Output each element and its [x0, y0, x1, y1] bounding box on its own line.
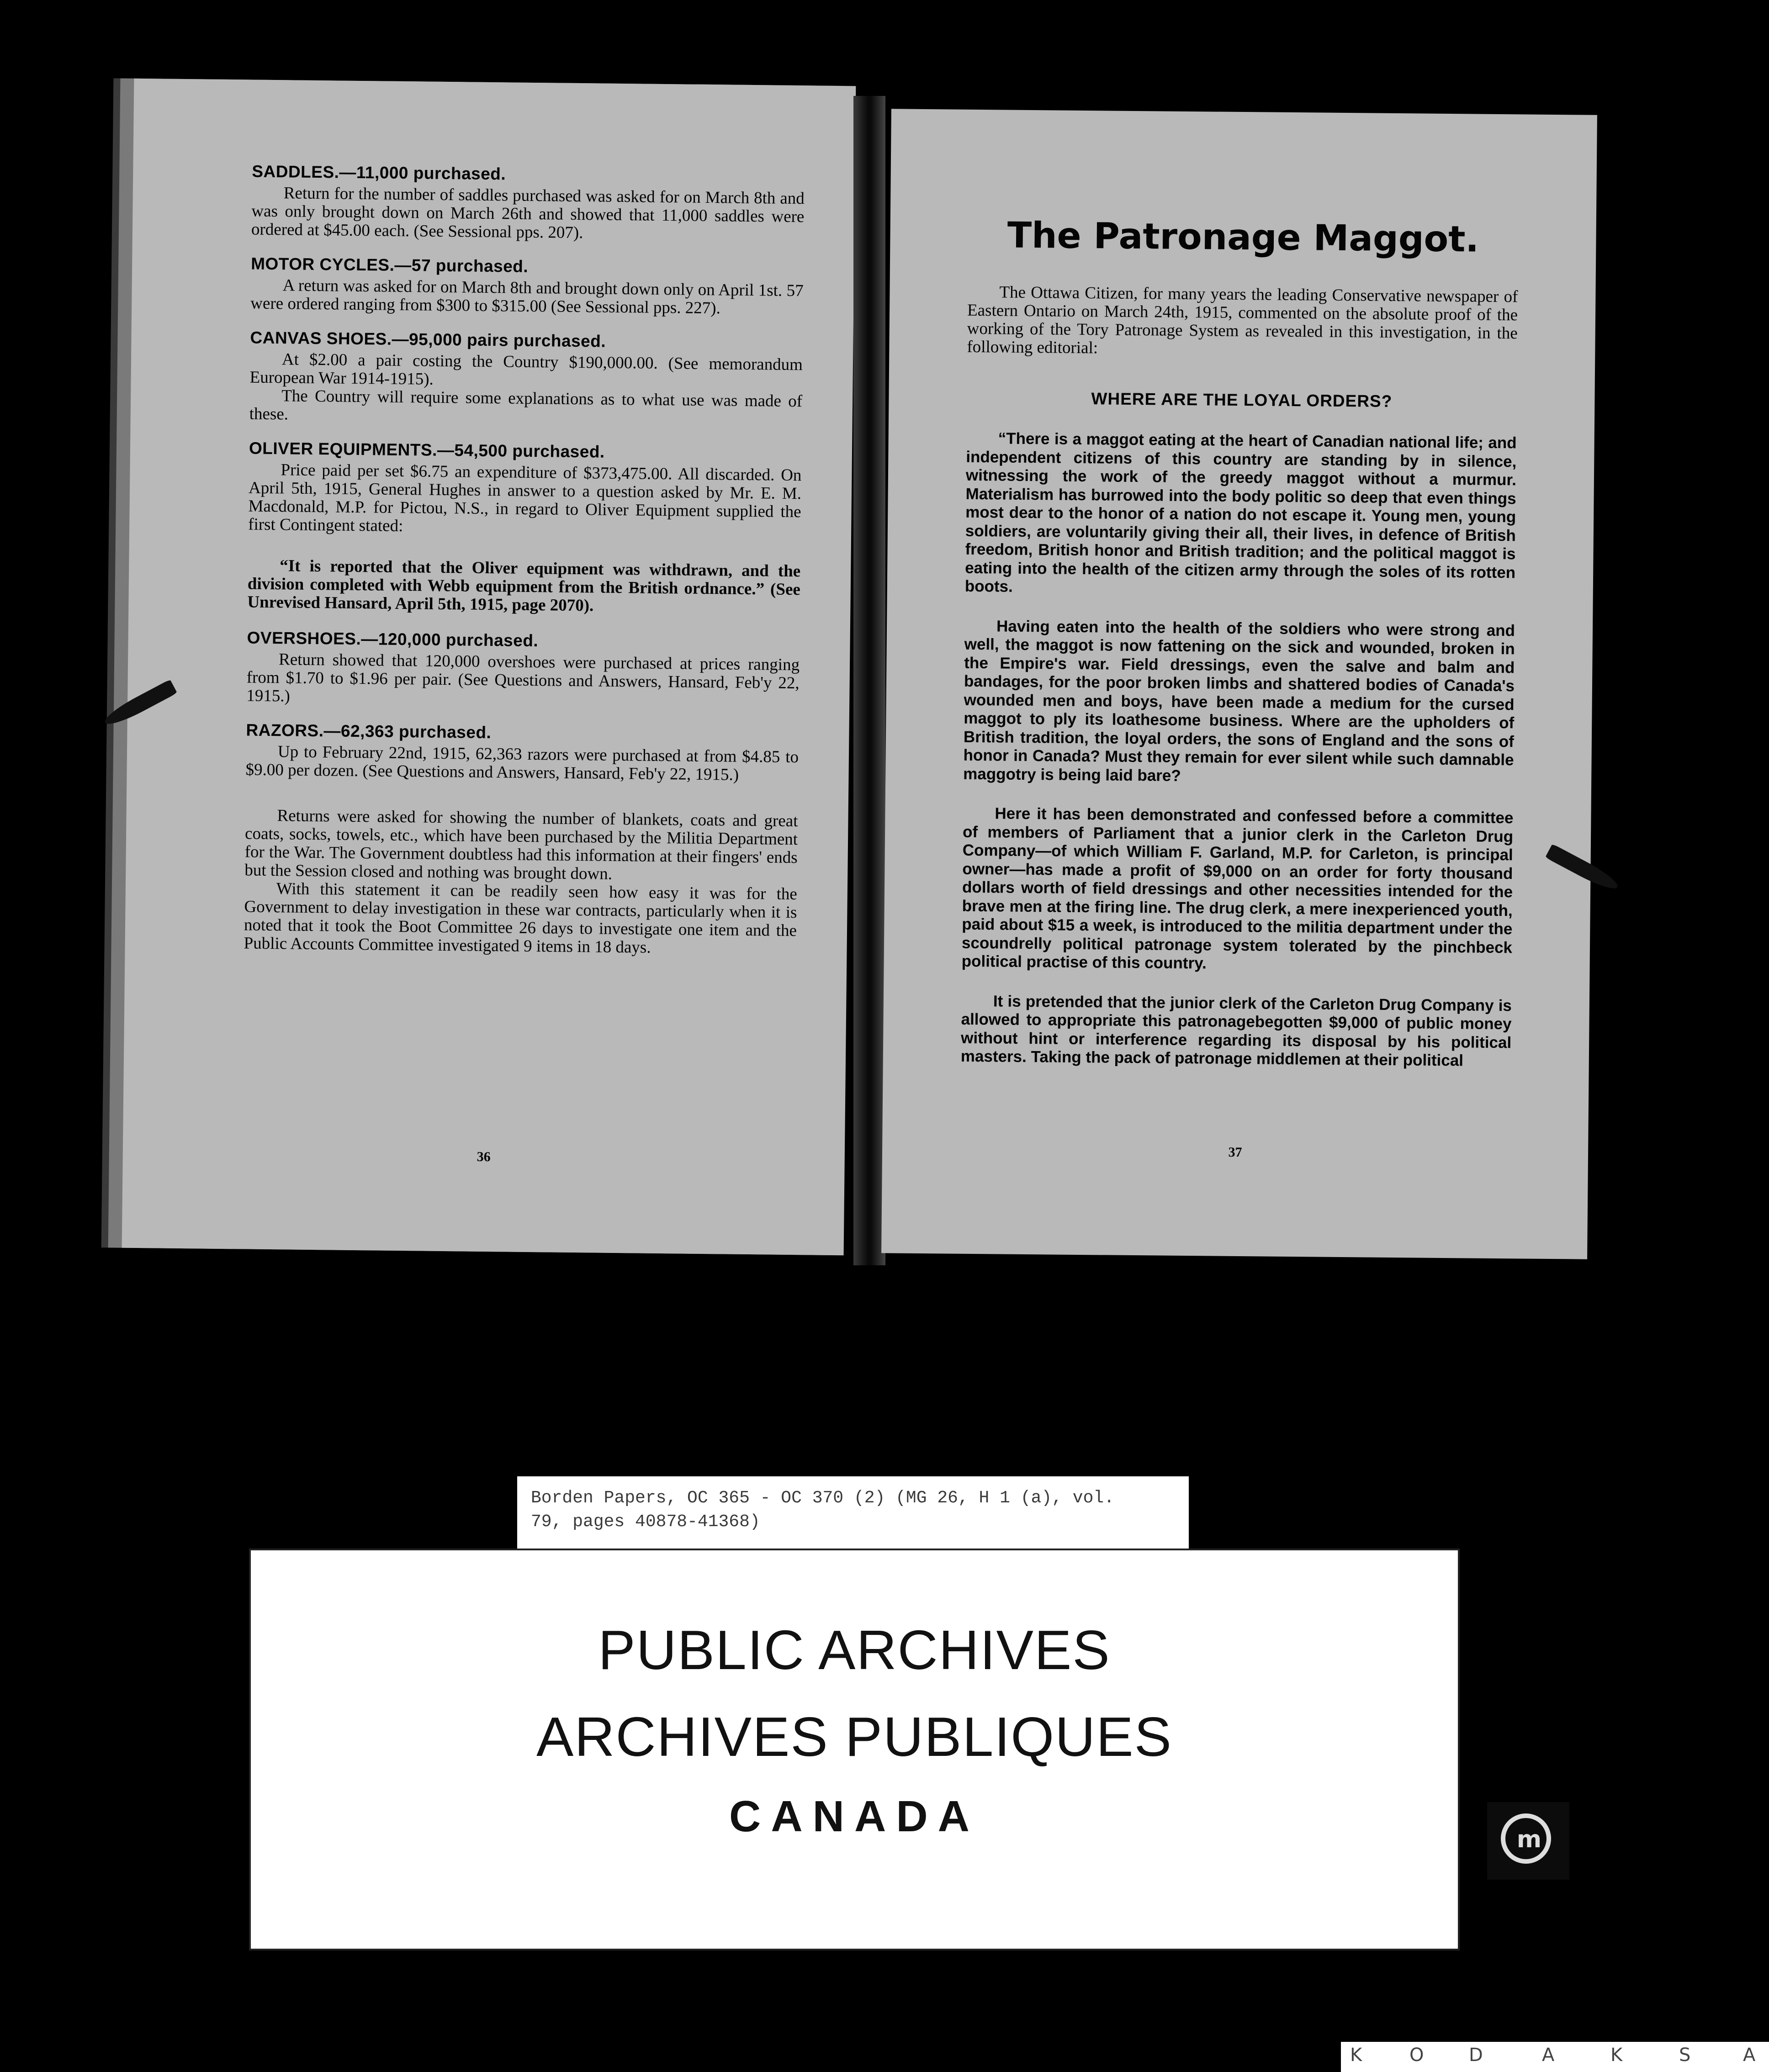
archive-name-en: PUBLIC ARCHIVES — [598, 1619, 1111, 1681]
section-paragraph: Return showed that 120,000 overshoes were purchased at prices ranging from $1.70 to $1.96 per pair. (See Questions and Answers, Hansard, Feb'y 22, 1915.) — [246, 650, 800, 706]
archive-name-fr: ARCHIVES PUBLIQUES — [536, 1706, 1172, 1768]
editorial-paragraph: Having eaten into the health of the soldiers who were strong and well, the maggot is now fattening on the sick and wounded, broken in the Empire's war. Field dressings, even the salve and balm and bandages, for the poor broken limbs and shattered bodies of Canada's wounded men and boys, have been made a medium for the cursed maggot to ply its loathesome business. Where are the upholders of British tradition, the loyal orders, the sons of England and the sons of honor in Canada? Must they remain for ever silent while such damnable maggotry is being laid bare? — [963, 617, 1515, 785]
archive-card — [249, 1549, 1460, 1950]
closing-remarks — [244, 806, 798, 958]
hansard-quote: “It is reported that the Oliver equipment was withdrawn, and the division completed with Webb equipment from the British ordnance.” (See Unrevised Hansard, April 5th, 1915, page 2070). — [247, 556, 801, 615]
page-title: The Patronage Maggot. — [1007, 215, 1479, 260]
archive-country: CANADA — [729, 1792, 980, 1841]
reference-label — [517, 1476, 1189, 1552]
page-number: 37 — [1228, 1144, 1242, 1160]
section-heading: RAZORS.—62,363 purchased. — [246, 720, 492, 742]
section-heading: OVERSHOES.—120,000 purchased. — [247, 628, 539, 650]
film-edge-letter: S — [1679, 2045, 1691, 2066]
film-edge-letter: K — [1610, 2045, 1623, 2066]
film-edge-letter: O — [1409, 2045, 1424, 2066]
section-paragraph: Price paid per set $6.75 an expenditure of $373,475.00. All discarded. On April 5th, 1915, General Hughes in answer to a question asked by Mr. E. M. Macdonald, M.P. for Pictou, N.S., in regard to Oliver Equipment supplied the first Contingent stated: — [248, 460, 802, 536]
section-heading: OLIVER EQUIPMENTS.—54,500 purchased. — [249, 439, 605, 461]
section-paragraph: At $2.00 a pair costing the Country $190,000.00. (See memorandum European War 1914-1915). — [249, 350, 803, 389]
section-oliver-equipments — [247, 439, 802, 617]
page-number: 36 — [477, 1149, 491, 1165]
editorial-paragraph: It is pretended that the junior clerk of the Carleton Drug Company is allowed to appropriate this patronagebegotten $9,000 of public money without hint or interference regarding its disposal by his political masters. Taking the pack of patronage middlemen at their political — [960, 992, 1512, 1070]
reference-line: Borden Papers, OC 365 - OC 370 (2) (MG 26, H 1 (a), vol. — [531, 1488, 1115, 1508]
film-edge-letter: D — [1469, 2045, 1483, 2066]
editorial-paragraph: Here it has been demonstrated and confessed before a committee of members of Parliament that a junior clerk in the Carleton Drug Company—of which William F. Garland, M.P. for Carleton, is principal owner—has made a profit of $9,000 on an order for forty thousand dollars worth of field dressings and other necessities intended for the brave men at the firing line. The drug clerk, a mere inexperienced youth, paid about $15 a week, is introduced to the militia department under the scoundrelly political patronage system tolerated by the pinchbeck political practise of this country. — [961, 804, 1514, 973]
open-pamphlet — [91, 78, 1599, 1265]
film-edge-letter: K — [1350, 2045, 1362, 2066]
archives-seal-icon — [1487, 1802, 1569, 1880]
intro-paragraph: The Ottawa Citizen, for many years the leading Conservative newspaper of Eastern Ontario on March 24th, 1915, commented on the absolute proof of the working of the Tory Patronage System as revealed in this investigation, in the following editorial: — [967, 283, 1518, 358]
section-paragraph: A return was asked for on March 8th and brought down only on April 1st. 57 were ordered ranging from $300 to $315.00 (See Sessional pps. 227). — [250, 276, 804, 318]
reference-line: 79, pages 40878-41368) — [531, 1512, 760, 1532]
book-gutter — [853, 96, 885, 1265]
section-heading: CANVAS SHOES.—95,000 pairs purchased. — [250, 328, 606, 351]
section-heading: MOTOR CYCLES.—57 purchased. — [251, 254, 529, 276]
film-edge-letter: A — [1542, 2045, 1555, 2066]
section-motor-cycles — [250, 254, 804, 318]
film-edge-strip — [1341, 2042, 1769, 2072]
section-saddles — [251, 162, 805, 245]
section-paragraph: Up to February 22nd, 1915, 62,363 razors were purchased at from $4.85 to $9.00 per dozen. (See Questions and Answers, Hansard, Feb'y 22, 1915.) — [245, 742, 799, 784]
section-razors — [245, 720, 799, 785]
seal-mark: m — [1516, 1826, 1542, 1853]
closing-paragraph: With this statement it can be readily seen how easy it was for the Government to delay investigation in these war contracts, particularly when it is noted that it took the Boot Committee 26 days to investigate one item and the Public Accounts Committee investigated 9 items in 18 days. — [244, 879, 798, 957]
film-edge-letter: A — [1743, 2045, 1756, 2066]
section-paragraph: The Country will require some explanations as to what use was made of these. — [249, 386, 803, 424]
left-page — [122, 79, 856, 1255]
section-paragraph: Return for the number of saddles purchased was asked for on March 8th and was only brought down on March 26th and showed that 11,000 saddles were ordered at $45.00 each. (See Sessional pps. 207). — [251, 184, 805, 243]
editorial-paragraph: “There is a maggot eating at the heart of Canadian national life; and independent citizens of this country are standing by in silence, witnessing the work of the greedy maggot without a murmur. Materialism has burrowed into the body politic so deep that even things most dear to the honor of a nation do not escape it. Young men, young soldiers, are voluntarily giving their all, their lives, in defence of British freedom, British honor and British tradition; and the political maggot is eating into the health of the citizen army through the soles of its rotten boots. — [964, 429, 1517, 596]
section-canvas-shoes — [249, 328, 803, 429]
right-page — [881, 109, 1597, 1259]
closing-paragraph: Returns were asked for showing the number of blankets, coats and great coats, socks, towels, etc., which have been purchased by the Militia Department for the War. The Government doubtless had this information at their fingers' ends but the Session closed and nothing was brought down. — [244, 806, 798, 883]
section-heading: SADDLES.—11,000 purchased. — [252, 162, 506, 184]
section-overshoes — [246, 628, 800, 711]
editorial-heading: WHERE ARE THE LOYAL ORDERS? — [1091, 389, 1393, 411]
